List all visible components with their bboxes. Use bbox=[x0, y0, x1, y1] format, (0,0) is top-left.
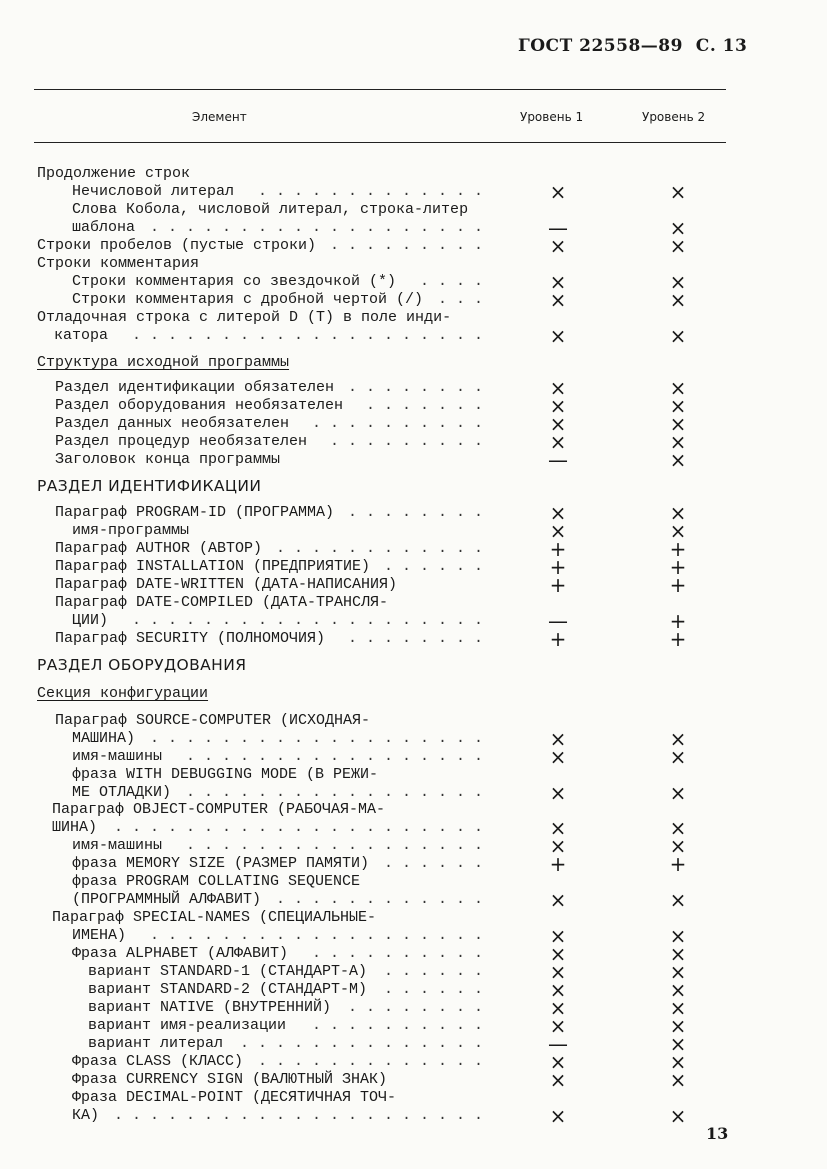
table-row bbox=[0, 201, 827, 219]
row-label: имя-программы bbox=[72, 522, 190, 539]
leader-dots: ................... bbox=[150, 730, 493, 747]
leader-dots: .................... bbox=[132, 612, 493, 629]
level-2-mark: × bbox=[669, 834, 687, 858]
row-label: Фраза DECIMAL-POINT (ДЕСЯТИЧНАЯ ТОЧ- bbox=[72, 1089, 397, 1106]
leader-dots: ...... bbox=[384, 558, 493, 575]
level-1-mark: — bbox=[548, 448, 568, 472]
level-2-mark: × bbox=[669, 234, 687, 258]
table-row bbox=[0, 309, 827, 327]
table-row bbox=[0, 288, 827, 312]
table-row bbox=[0, 996, 827, 1020]
table-row bbox=[0, 816, 827, 840]
page-number: 13 bbox=[706, 1124, 729, 1143]
table-row bbox=[0, 354, 827, 372]
leader-dots: .................... bbox=[132, 327, 493, 344]
table-row bbox=[0, 477, 827, 495]
row-label: Параграф SECURITY (ПОЛНОМОЧИЯ) bbox=[55, 630, 326, 647]
row-label: Раздел данных необязателен bbox=[55, 415, 290, 432]
level-1-mark: × bbox=[549, 942, 567, 966]
level-1-mark: × bbox=[549, 834, 567, 858]
table-row bbox=[0, 960, 827, 984]
level-2-mark: × bbox=[669, 1104, 687, 1128]
section-heading: РАЗДЕЛ ОБОРУДОВАНИЯ bbox=[37, 656, 247, 674]
table-row bbox=[0, 1032, 827, 1056]
leader-dots: ................. bbox=[186, 784, 493, 801]
level-2-mark: × bbox=[669, 412, 687, 436]
table-row bbox=[0, 781, 827, 805]
table-row bbox=[0, 942, 827, 966]
level-2-mark: × bbox=[669, 888, 687, 912]
leader-dots: ................... bbox=[150, 219, 493, 236]
row-label: Фраза CLASS (КЛАСС) bbox=[72, 1053, 244, 1070]
level-1-mark: × bbox=[549, 519, 567, 543]
level-1-mark: × bbox=[549, 501, 567, 525]
table-row bbox=[0, 978, 827, 1002]
row-label: фраза MEMORY SIZE (РАЗМЕР ПАМЯТИ) bbox=[72, 855, 370, 872]
row-label: имя-машины bbox=[72, 748, 163, 765]
column-header-level-1: Уровень 1 bbox=[520, 110, 584, 124]
leader-dots: .......... bbox=[312, 415, 493, 432]
row-label: ЦИИ) bbox=[72, 612, 109, 629]
row-label: Параграф SOURCE-COMPUTER (ИСХОДНАЯ- bbox=[55, 712, 371, 729]
level-2-mark: × bbox=[669, 270, 687, 294]
table-row bbox=[0, 594, 827, 612]
row-label: КА) bbox=[72, 1107, 100, 1124]
level-2-mark: × bbox=[669, 519, 687, 543]
row-label: Параграф AUTHOR (АВТОР) bbox=[55, 540, 263, 557]
level-1-mark: × bbox=[549, 1014, 567, 1038]
row-label: фраза WITH DEBUGGING MODE (В РЕЖИ- bbox=[72, 766, 379, 783]
table-row bbox=[0, 909, 827, 927]
row-label: Продолжение строк bbox=[37, 165, 191, 182]
level-1-mark: × bbox=[549, 1068, 567, 1092]
leader-dots: ...... bbox=[384, 855, 493, 872]
leader-dots: ... bbox=[438, 291, 493, 308]
table-row bbox=[0, 430, 827, 454]
table-header-rule bbox=[34, 142, 726, 143]
table-row bbox=[0, 216, 827, 240]
row-label: Слова Кобола, числовой литерал, строка-литер bbox=[72, 201, 469, 218]
level-1-mark: × bbox=[549, 978, 567, 1002]
leader-dots: ............ bbox=[276, 891, 493, 908]
leader-dots: ......... bbox=[330, 433, 493, 450]
table-row bbox=[0, 573, 827, 597]
leader-dots: ..................... bbox=[114, 819, 493, 836]
leader-dots: ..................... bbox=[114, 1107, 493, 1124]
row-label: ИМЕНА) bbox=[72, 927, 127, 944]
leader-dots: .......... bbox=[312, 1017, 493, 1034]
table-row bbox=[0, 852, 827, 876]
table-row bbox=[0, 1050, 827, 1074]
row-label: Параграф PROGRAM-ID (ПРОГРАММА) bbox=[55, 504, 335, 521]
row-label: Строки комментария со звездочкой (*) bbox=[72, 273, 397, 290]
level-2-mark: × bbox=[669, 288, 687, 312]
row-label: вариант литерал bbox=[88, 1035, 224, 1052]
level-2-mark: + bbox=[669, 573, 687, 597]
leader-dots: ........ bbox=[348, 630, 493, 647]
level-2-mark: × bbox=[669, 924, 687, 948]
row-label: Параграф OBJECT-COMPUTER (РАБОЧАЯ-МА- bbox=[52, 801, 386, 818]
column-header-element: Элемент bbox=[192, 110, 247, 124]
row-label: Параграф INSTALLATION (ПРЕДПРИЯТИЕ) bbox=[55, 558, 371, 575]
level-1-mark: — bbox=[548, 216, 568, 240]
row-label: Строки пробелов (пустые строки) bbox=[37, 237, 317, 254]
level-2-mark: × bbox=[669, 978, 687, 1002]
row-label: шаблона bbox=[72, 219, 136, 236]
level-1-mark: × bbox=[549, 394, 567, 418]
table-row bbox=[0, 270, 827, 294]
row-label: Параграф SPECIAL-NAMES (СПЕЦИАЛЬНЫЕ- bbox=[52, 909, 377, 926]
leader-dots: ................... bbox=[150, 927, 493, 944]
level-2-mark: × bbox=[669, 942, 687, 966]
leader-dots: ...... bbox=[384, 981, 493, 998]
level-1-mark: × bbox=[549, 924, 567, 948]
table-row bbox=[0, 834, 827, 858]
row-label: Раздел оборудования необязателен bbox=[55, 397, 344, 414]
row-label: МАШИНА) bbox=[72, 730, 136, 747]
leader-dots: ................. bbox=[186, 748, 493, 765]
leader-dots: ......... bbox=[330, 237, 493, 254]
row-label: фраза PROGRAM COLLATING SEQUENCE bbox=[72, 873, 361, 890]
table-row bbox=[0, 501, 827, 525]
leader-dots: ........ bbox=[348, 999, 493, 1016]
table-row bbox=[0, 255, 827, 273]
level-1-mark: × bbox=[549, 1104, 567, 1128]
table-row bbox=[0, 924, 827, 948]
level-2-mark: × bbox=[669, 1050, 687, 1074]
table-row bbox=[0, 165, 827, 183]
row-label: Фраза ALPHABET (АЛФАВИТ) bbox=[72, 945, 289, 962]
level-2-mark: × bbox=[669, 1014, 687, 1038]
column-header-level-2: Уровень 2 bbox=[642, 110, 706, 124]
table-row bbox=[0, 234, 827, 258]
level-2-mark: × bbox=[669, 816, 687, 840]
leader-dots: .............. bbox=[240, 1035, 493, 1052]
level-1-mark: × bbox=[549, 996, 567, 1020]
level-2-mark: + bbox=[669, 555, 687, 579]
row-label: Отладочная строка с литерой D (T) в поле инди- bbox=[37, 309, 452, 326]
leader-dots: ........ bbox=[348, 504, 493, 521]
table-row bbox=[0, 1068, 827, 1092]
level-1-mark: × bbox=[549, 288, 567, 312]
leader-dots: ............. bbox=[258, 183, 493, 200]
level-2-mark: × bbox=[669, 394, 687, 418]
row-label: Параграф DATE-WRITTEN (ДАТА-НАПИСАНИЯ) bbox=[55, 576, 398, 593]
level-1-mark: × bbox=[549, 727, 567, 751]
row-label: (ПРОГРАММНЫЙ АЛФАВИТ) bbox=[72, 891, 262, 908]
standard-number: ГОСТ 22558—89 bbox=[518, 36, 683, 56]
level-2-mark: × bbox=[669, 501, 687, 525]
level-2-mark: × bbox=[669, 376, 687, 400]
level-2-mark: × bbox=[669, 1032, 687, 1056]
row-label: Фраза CURRENCY SIGN (ВАЛЮТНЫЙ ЗНАК) bbox=[72, 1071, 388, 1088]
table-row bbox=[0, 801, 827, 819]
table-row bbox=[0, 1014, 827, 1038]
level-2-mark: × bbox=[669, 1068, 687, 1092]
table-row bbox=[0, 537, 827, 561]
leader-dots: .... bbox=[420, 273, 493, 290]
level-1-mark: × bbox=[549, 960, 567, 984]
row-label: вариант STANDARD-1 (СТАНДАРТ-А) bbox=[88, 963, 368, 980]
level-2-mark: × bbox=[669, 960, 687, 984]
level-1-mark: × bbox=[549, 430, 567, 454]
table-row bbox=[0, 324, 827, 348]
table-row bbox=[0, 656, 827, 674]
table-row bbox=[0, 448, 827, 472]
table-row bbox=[0, 519, 827, 543]
level-2-mark: × bbox=[669, 324, 687, 348]
table-row bbox=[0, 180, 827, 204]
leader-dots: ............ bbox=[276, 540, 493, 557]
level-1-mark: — bbox=[548, 1032, 568, 1056]
level-1-mark: × bbox=[549, 745, 567, 769]
row-label: вариант имя-реализации bbox=[88, 1017, 287, 1034]
leader-dots: ...... bbox=[384, 963, 493, 980]
row-label: Строки комментария с дробной чертой (/) bbox=[72, 291, 424, 308]
table-row bbox=[0, 745, 827, 769]
level-1-mark: × bbox=[549, 180, 567, 204]
level-1-mark: + bbox=[549, 852, 567, 876]
leader-dots: ....... bbox=[366, 397, 493, 414]
level-2-mark: + bbox=[669, 609, 687, 633]
row-label: Заголовок конца программы bbox=[55, 451, 281, 468]
page-header bbox=[518, 36, 747, 56]
level-1-mark: × bbox=[549, 270, 567, 294]
leader-dots: ................. bbox=[186, 837, 493, 854]
level-1-mark: × bbox=[549, 376, 567, 400]
subsection-heading: Структура исходной программы bbox=[37, 354, 290, 371]
level-1-mark: × bbox=[549, 888, 567, 912]
row-label: вариант NATIVE (ВНУТРЕННИЙ) bbox=[88, 999, 332, 1016]
row-label: Нечисловой литерал bbox=[72, 183, 235, 200]
level-2-mark: + bbox=[669, 852, 687, 876]
row-label: Параграф DATE-COMPILED (ДАТА-ТРАНСЛЯ- bbox=[55, 594, 389, 611]
level-1-mark: × bbox=[549, 781, 567, 805]
table-row bbox=[0, 412, 827, 436]
level-1-mark: + bbox=[549, 555, 567, 579]
table-row bbox=[0, 1089, 827, 1107]
level-1-mark: + bbox=[549, 627, 567, 651]
table-row bbox=[0, 712, 827, 730]
level-2-mark: × bbox=[669, 996, 687, 1020]
subsection-heading: Секция конфигурации bbox=[37, 685, 209, 702]
level-2-mark: × bbox=[669, 745, 687, 769]
level-1-mark: + bbox=[549, 573, 567, 597]
row-label: катора bbox=[54, 327, 109, 344]
level-1-mark: × bbox=[549, 1050, 567, 1074]
level-1-mark: × bbox=[549, 816, 567, 840]
level-2-mark: + bbox=[669, 537, 687, 561]
table-top-rule bbox=[34, 89, 726, 90]
page-reference: С. 13 bbox=[695, 36, 748, 56]
leader-dots: .......... bbox=[312, 945, 493, 962]
row-label: Строки комментария bbox=[37, 255, 200, 272]
table-row bbox=[0, 609, 827, 633]
table-row bbox=[0, 627, 827, 651]
table-row bbox=[0, 766, 827, 784]
level-1-mark: × bbox=[549, 412, 567, 436]
table-row bbox=[0, 1104, 827, 1128]
table-row bbox=[0, 555, 827, 579]
leader-dots: ............. bbox=[258, 1053, 493, 1070]
table-row bbox=[0, 727, 827, 751]
table-row bbox=[0, 376, 827, 400]
section-heading: РАЗДЕЛ ИДЕНТИФИКАЦИИ bbox=[37, 477, 262, 495]
level-2-mark: × bbox=[669, 180, 687, 204]
table-row bbox=[0, 394, 827, 418]
row-label: Раздел процедур необязателен bbox=[55, 433, 308, 450]
row-label: имя-машины bbox=[72, 837, 163, 854]
table-row bbox=[0, 873, 827, 891]
level-1-mark: — bbox=[548, 609, 568, 633]
row-label: Раздел идентификации обязателен bbox=[55, 379, 335, 396]
level-1-mark: × bbox=[549, 234, 567, 258]
level-2-mark: × bbox=[669, 781, 687, 805]
level-2-mark: × bbox=[669, 430, 687, 454]
level-1-mark: × bbox=[549, 324, 567, 348]
row-label: МЕ ОТЛАДКИ) bbox=[72, 784, 172, 801]
level-2-mark: × bbox=[669, 727, 687, 751]
row-label: вариант STANDARD-2 (СТАНДАРТ-М) bbox=[88, 981, 368, 998]
table-row bbox=[0, 888, 827, 912]
level-2-mark: + bbox=[669, 627, 687, 651]
row-label: ШИНА) bbox=[52, 819, 98, 836]
level-2-mark: × bbox=[669, 448, 687, 472]
level-1-mark: + bbox=[549, 537, 567, 561]
table-row bbox=[0, 685, 827, 703]
level-2-mark: × bbox=[669, 216, 687, 240]
leader-dots: ........ bbox=[348, 379, 493, 396]
